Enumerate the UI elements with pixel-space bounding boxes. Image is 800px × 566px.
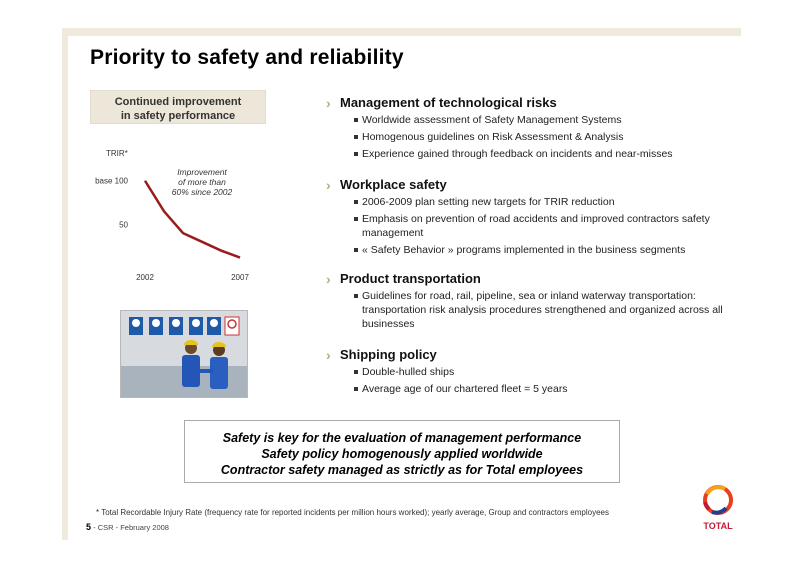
key-message-box [184,420,620,483]
section-3 [326,271,744,334]
key-message-3: Contractor safety managed as strictly as for Total employees [220,463,584,477]
bullet-item: Homogenous guidelines on Risk Assessment & Analysis [354,130,744,144]
chart-title-box [90,90,266,124]
y-tick-label: 50 [119,220,128,230]
bullet-list [354,289,744,331]
workers-photo [120,310,248,398]
bullet-item: Guidelines for road, rail, pipeline, sea or inland waterway transportation: transportation risk analysis procedures strengthened and organized across all businesses [354,289,744,331]
key-message-1: Safety is key for the evaluation of management performance [222,431,582,445]
chevron-right-icon: › [326,95,331,111]
chevron-right-icon: › [326,177,331,193]
chart-annotation [172,167,233,197]
chevron-right-icon: › [326,271,331,287]
section-title-text: Product transportation [340,271,481,286]
total-logo [696,482,740,532]
y-tick-label: base 100 [95,176,128,186]
bullet-item: Average age of our chartered fleet = 5 years [354,382,744,396]
section-1 [326,95,744,164]
logo-text: TOTAL [703,521,733,531]
section-title-text: Shipping policy [340,347,437,362]
page-title: Priority to safety and reliability [90,46,404,69]
bullet-item: « Safety Behavior » programs implemented in the business segments [354,243,744,257]
y-axis-label: TRIR* [106,149,128,158]
trir-line-chart [80,140,280,290]
annotation-line: 60% since 2002 [171,187,233,197]
section-4 [326,347,744,399]
x-tick-label: 2007 [231,273,249,282]
x-tick-label: 2002 [136,273,154,282]
left-accent-bar [62,28,68,540]
bullet-list [354,365,744,396]
bullet-item: Emphasis on prevention of road accidents and improved contractors safety management [354,212,744,240]
footnote: * Total Recordable Injury Rate (frequency rate for reported incidents per million hours worked); yearly average, Group and contractors employees [96,508,609,517]
bullet-item: Experience gained through feedback on incidents and near-misses [354,147,744,161]
section-title-text: Workplace safety [340,177,447,192]
chart-title-line1: Continued improvement [114,96,242,108]
annotation-line: of more than [178,177,226,187]
key-message-2: Safety policy homogenously applied worldwide [261,447,543,461]
page-footer [86,522,169,532]
section-2 [326,177,744,260]
page-number: 5 [86,522,92,532]
section-title [326,347,744,363]
section-title-text: Management of technological risks [340,95,557,110]
section-title [326,271,744,287]
top-accent-bar [62,28,741,36]
bullet-item: Worldwide assessment of Safety Management Systems [354,113,744,127]
bullet-item: Double-hulled ships [354,365,744,379]
annotation-line: Improvement [177,167,227,177]
chevron-right-icon: › [326,347,331,363]
section-title [326,95,744,111]
chart-title-line2: in safety performance [120,110,236,122]
footer-text: - CSR - February 2008 [93,523,169,532]
bullet-list [354,195,744,257]
section-title [326,177,744,193]
bullet-list [354,113,744,161]
bullet-item: 2006-2009 plan setting new targets for TRIR reduction [354,195,744,209]
